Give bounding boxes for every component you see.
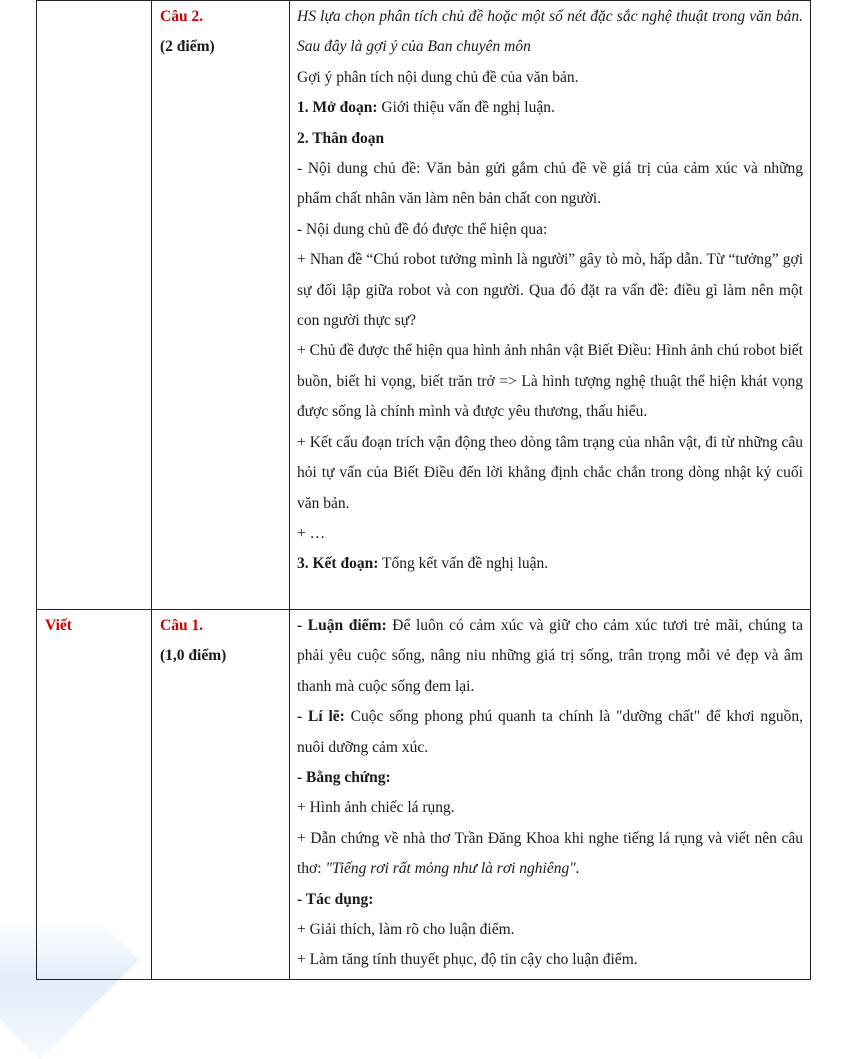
heading-text: 2. Thân đoạn xyxy=(297,129,385,147)
paragraph: + Giải thích, làm rõ cho luận điểm. xyxy=(297,921,515,939)
table-row xyxy=(37,610,811,980)
section-label xyxy=(37,1,151,2)
heading-text: 3. Kết đoạn: xyxy=(297,555,379,573)
paragraph: + Dẫn chứng về nhà thơ Trần Đăng Khoa khi nghe tiếng lá rụng và viết nên câu thơ: "Tiếng rơi rất mỏng như là rơi nghiêng". xyxy=(297,829,803,878)
points-label: (2 điểm) xyxy=(160,38,215,55)
paragraph: - Nội dung chủ đề: Văn bản gửi gắm chủ đề về giá trị của cảm xúc và những phẩm chất nhân văn làm nên bản chất con người. xyxy=(297,160,803,208)
paragraph xyxy=(297,763,803,793)
question-cell xyxy=(152,1,290,610)
question-label: Câu 2. xyxy=(160,8,204,25)
paragraph: 1. Mở đoạn: Giới thiệu vấn đề nghị luận. xyxy=(297,99,555,117)
paragraph: + Nhan đề “Chú robot tưởng mình là người” gây tò mò, hấp dẫn. Từ “tưởng” gợi sự đối lập giữa robot và con người. Qua đó đặt ra vấn đề: điều gì làm nên một con người thực sự? xyxy=(297,251,803,330)
heading-text: - Lí lẽ: xyxy=(297,708,345,726)
paragraph: - Nội dung chủ đề đó được thể hiện qua: xyxy=(297,220,548,238)
paragraph: Gợi ý phân tích nội dung chủ đề của văn bản. xyxy=(297,68,579,86)
content-cell xyxy=(290,1,811,610)
section-cell xyxy=(37,610,152,980)
points-label: (1,0 điểm) xyxy=(160,647,227,664)
table-row xyxy=(37,1,811,610)
paragraph: + Làm tăng tính thuyết phục, độ tin cậy cho luận điểm. xyxy=(297,951,638,969)
paragraph xyxy=(297,885,803,915)
paragraph xyxy=(297,124,803,154)
instruction-text: HS lựa chọn phân tích chủ đề hoặc một số nét đặc sắc nghệ thuật trong văn bản. Sau đây là gợi ý của Ban chuyên môn xyxy=(297,8,803,56)
paragraph: - Luận điểm: Để luôn có cảm xúc và giữ cho cảm xúc tươi trẻ mãi, chúng ta phải yêu cuộc sống, nâng niu những giá trị sống, trân trọng mỗi vẻ đẹp và âm thanh mà cuộc sống đem lại. xyxy=(297,617,803,695)
question-label: Câu 1. xyxy=(160,617,204,634)
heading-text: 1. Mở đoạn: xyxy=(297,99,378,117)
section-cell xyxy=(37,1,152,610)
content-cell xyxy=(290,610,811,980)
question-cell xyxy=(152,610,290,980)
paragraph: 3. Kết đoạn: Tổng kết vấn đề nghị luận. xyxy=(297,555,549,573)
paragraph: - Lí lẽ: Cuộc sống phong phú quanh ta chính là "dưỡng chất" để khơi nguồn, nuôi dưỡng cảm xúc. xyxy=(297,708,804,756)
paragraph: + Chủ đề được thể hiện qua hình ảnh nhân vật Biết Điều: Hình ảnh chú robot biết buồn, biết hi vọng, biết trăn trở => Là hình tượng nghệ thuật thể hiện khát vọng được sống là chính mình và được yêu thương, thấu hiểu. xyxy=(297,342,803,421)
paragraph: + … xyxy=(297,524,326,542)
heading-text: - Tác dụng: xyxy=(297,890,374,908)
paragraph: + Kết cấu đoạn trích vận động theo dòng tâm trạng của nhân vật, đi từ những câu hỏi tự vấn của Biết Điều đến lời khẳng định chắc chắn trong dòng nhật ký cuối văn bản. xyxy=(297,433,803,512)
section-label: Viết xyxy=(45,617,72,634)
paragraph: + Hình ảnh chiếc lá rụng. xyxy=(297,799,455,817)
heading-text: - Bằng chứng: xyxy=(297,769,391,787)
heading-text: - Luận điểm: xyxy=(297,617,387,634)
quote-text: "Tiếng rơi rất mỏng như là rơi nghiêng". xyxy=(325,860,580,878)
answer-key-table xyxy=(36,0,811,980)
